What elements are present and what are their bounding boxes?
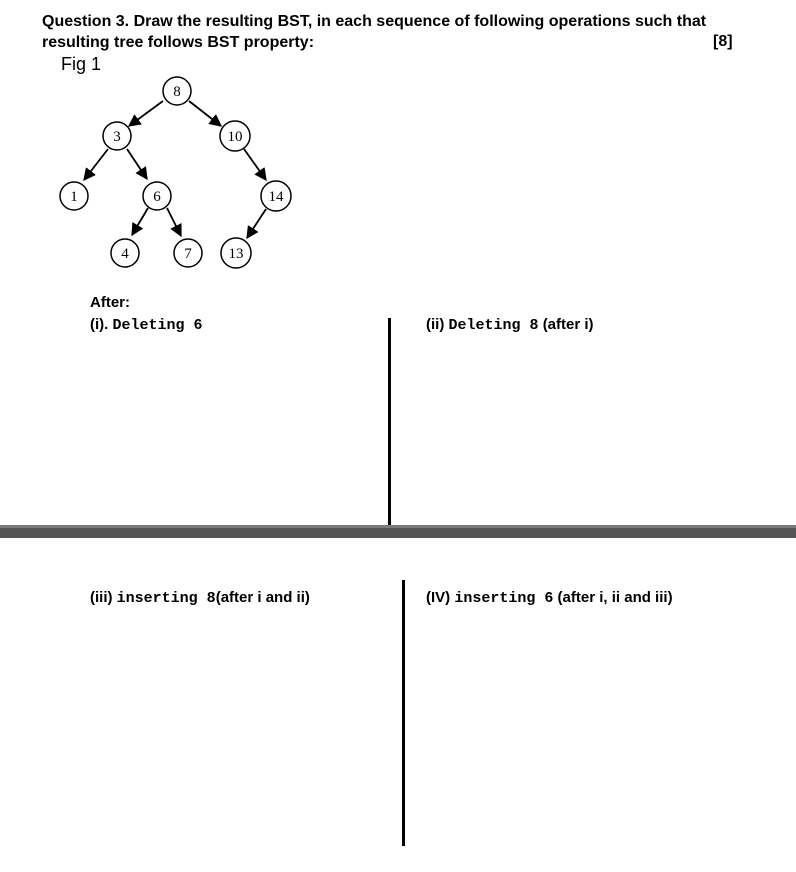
node-14-label: 14: [268, 189, 284, 205]
edge-8-10: [189, 101, 221, 126]
edge-6-4: [132, 208, 148, 235]
edge-3-1: [84, 149, 108, 180]
page-separator-highlight: [0, 525, 796, 528]
part-ii-op: Deleting 8: [448, 317, 539, 334]
bst-figure: [55, 72, 305, 282]
part-iii-prefix: (iii): [90, 589, 113, 606]
part-i-op: Deleting 6: [112, 317, 203, 334]
question-title: Question 3. Draw the resulting BST, in each sequence of following operations such that resulting tree follows BST property:: [42, 13, 707, 51]
node-4-label: 4: [121, 246, 129, 262]
edge-10-14: [244, 149, 266, 180]
part-iv-op: inserting 6: [454, 590, 554, 607]
part-iii: [90, 589, 310, 607]
edge-8-3: [129, 101, 163, 126]
edge-3-6: [127, 149, 147, 179]
lower-divider: [402, 580, 405, 846]
node-3-label: 3: [113, 129, 121, 145]
part-i: [90, 316, 203, 334]
after-label: After:: [90, 294, 130, 311]
figure-label: Fig 1: [61, 54, 102, 74]
part-i-prefix: (i).: [90, 316, 109, 333]
part-ii: [426, 316, 594, 334]
node-13-label: 13: [228, 246, 244, 262]
node-10-label: 10: [227, 129, 243, 145]
upper-divider: [388, 318, 391, 526]
edge-14-13: [247, 209, 266, 238]
part-iv: [426, 589, 673, 607]
part-iv-suffix: (after i, ii and iii): [557, 589, 673, 606]
node-6-label: 6: [153, 189, 161, 205]
part-ii-suffix: (after i): [542, 316, 594, 333]
node-7-label: 7: [184, 246, 192, 262]
edge-6-7: [167, 208, 181, 236]
node-1-label: 1: [70, 189, 78, 205]
part-iv-prefix: (IV): [426, 589, 451, 606]
part-iii-op: inserting 8: [116, 590, 216, 607]
marks-label: [8]: [713, 33, 733, 50]
node-8-label: 8: [173, 84, 181, 100]
part-ii-prefix: (ii): [426, 316, 445, 333]
part-iii-suffix: (after i and ii): [215, 589, 310, 606]
